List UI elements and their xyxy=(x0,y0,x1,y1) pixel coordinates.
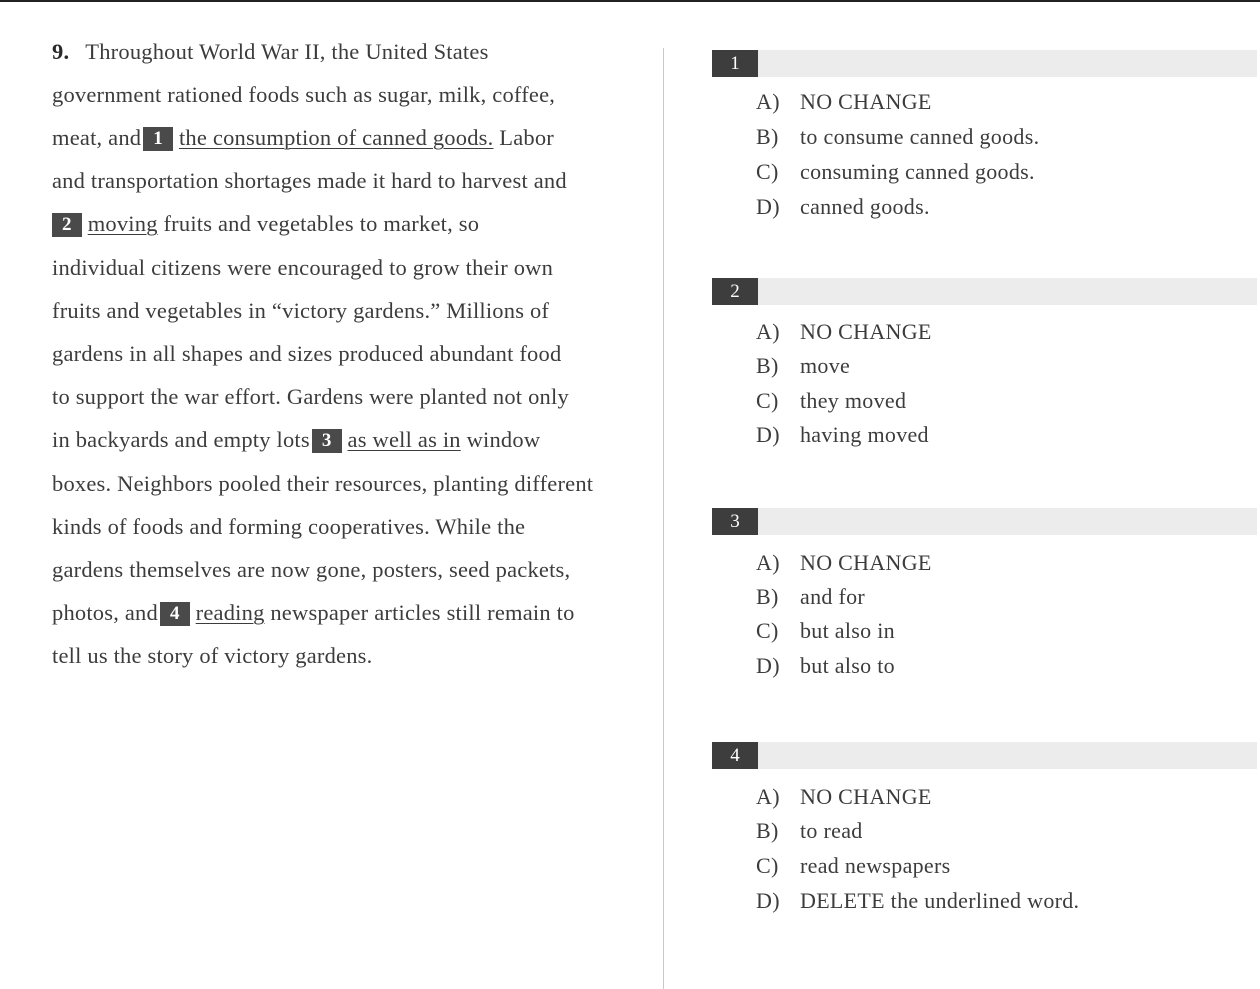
question-number-box: 4 xyxy=(712,742,758,769)
question-header xyxy=(712,50,1257,77)
question-block-2 xyxy=(712,278,1257,447)
passage-line: kinds of foods and forming cooperatives. While the xyxy=(52,514,526,539)
question-header xyxy=(712,278,1257,305)
passage-line: meat, and 1 the consumption of canned goods. Labor xyxy=(52,125,554,150)
answer-option-b[interactable]: B) to consume canned goods. xyxy=(756,124,1040,149)
passage-line: gardens themselves are now gone, posters, seed packets, xyxy=(52,557,571,582)
question-marker-1[interactable]: 1 xyxy=(143,127,173,151)
answer-option-d[interactable]: D) having moved xyxy=(756,422,929,447)
question-header-bar xyxy=(712,508,1257,535)
passage-line: gardens in all shapes and sizes produced abundant food xyxy=(52,341,562,366)
question-block-1 xyxy=(712,50,1257,219)
passage-line: and transportation shortages made it hard to harvest and xyxy=(52,168,567,193)
question-number: 9. xyxy=(52,39,70,64)
passage-line: photos, and 4 reading newspaper articles still remain to xyxy=(52,600,575,625)
underlined-phrase-3: as well as in xyxy=(347,427,461,452)
question-number-box: 1 xyxy=(712,50,758,77)
top-rule xyxy=(0,0,1260,2)
passage-line: boxes. Neighbors pooled their resources, planting different xyxy=(52,471,594,496)
answer-option-a[interactable]: A) NO CHANGE xyxy=(756,550,932,575)
answer-option-a[interactable]: A) NO CHANGE xyxy=(756,89,932,114)
passage-line: fruits and vegetables in “victory gardens.” Millions of xyxy=(52,298,550,323)
column-divider xyxy=(663,48,664,989)
question-block-4 xyxy=(712,742,1257,913)
answer-option-a[interactable]: A) NO CHANGE xyxy=(756,784,932,809)
answer-option-c[interactable]: C) consuming canned goods. xyxy=(756,159,1035,184)
question-number-box: 2 xyxy=(712,278,758,305)
question-header xyxy=(712,508,1257,535)
underlined-phrase-1: the consumption of canned goods. xyxy=(178,125,494,150)
passage-line: 2 moving fruits and vegetables to market, so xyxy=(52,210,479,238)
passage-line: in backyards and empty lots 3 as well as in window xyxy=(52,427,541,452)
question-header-bar xyxy=(712,742,1257,769)
question-marker-2[interactable]: 2 xyxy=(52,213,82,237)
question-marker-3[interactable]: 3 xyxy=(312,429,342,453)
question-marker-4[interactable]: 4 xyxy=(160,602,190,626)
answer-option-d[interactable]: D) DELETE the underlined word. xyxy=(756,888,1080,913)
question-block-3 xyxy=(712,508,1257,678)
answer-option-d[interactable]: D) canned goods. xyxy=(756,194,930,219)
answer-option-d[interactable]: D) but also to xyxy=(756,653,895,678)
passage-line: tell us the story of victory gardens. xyxy=(52,643,373,668)
question-header-bar xyxy=(712,50,1257,77)
passage-line: government rationed foods such as sugar, milk, coffee, xyxy=(52,82,556,107)
answer-option-b[interactable]: B) to read xyxy=(756,818,863,843)
question-number-box: 3 xyxy=(712,508,758,535)
answer-option-c[interactable]: C) they moved xyxy=(756,388,907,413)
question-header-bar xyxy=(712,278,1257,305)
passage-line: 9. Throughout World War II, the United States xyxy=(52,39,489,64)
passage-line: individual citizens were encouraged to grow their own xyxy=(52,255,554,280)
question-header xyxy=(712,742,1257,769)
passage-line: to support the war effort. Gardens were planted not only xyxy=(52,384,569,409)
answer-option-b[interactable]: B) move xyxy=(756,353,851,378)
answer-option-a[interactable]: A) NO CHANGE xyxy=(756,319,932,344)
answer-option-b[interactable]: B) and for xyxy=(756,584,866,609)
answer-option-c[interactable]: C) but also in xyxy=(756,618,895,643)
answer-option-c[interactable]: C) read newspapers xyxy=(756,853,951,878)
underlined-phrase-4: reading xyxy=(195,600,265,625)
underlined-phrase-2: moving xyxy=(87,211,158,236)
